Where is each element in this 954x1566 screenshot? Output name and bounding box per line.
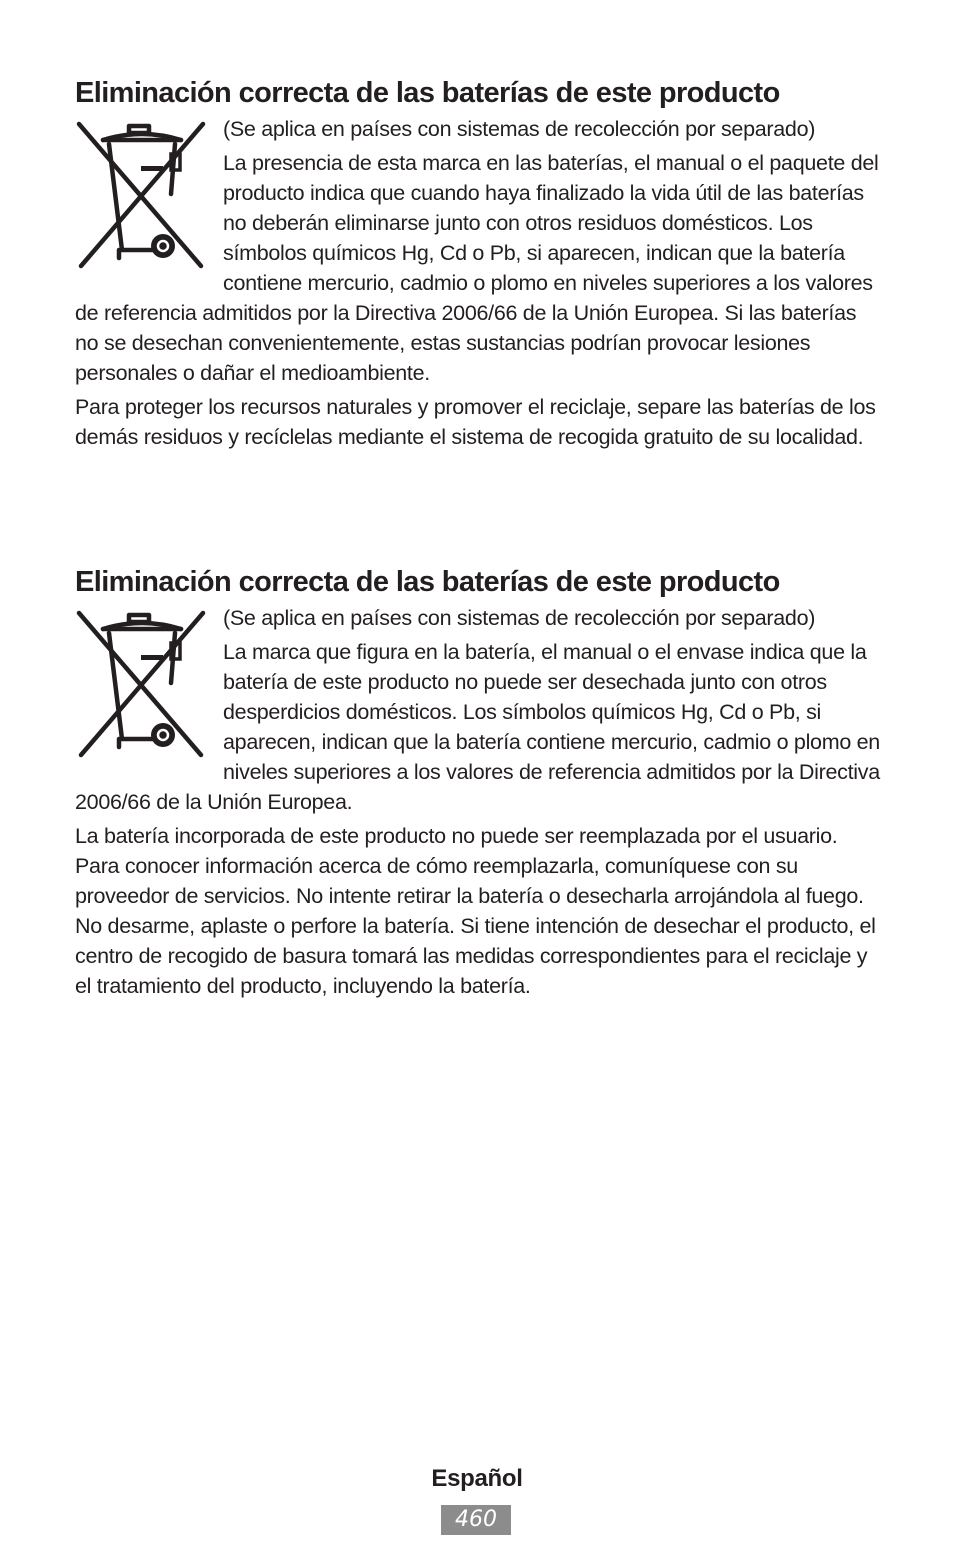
- applicability-note: (Se aplica en países con sistemas de recolección por separado): [223, 117, 816, 141]
- section-title: Eliminación correcta de las baterías de este producto: [75, 77, 780, 109]
- page-number: 460: [441, 1505, 511, 1535]
- body-paragraph: La marca que figura en la batería, el manual o el envase indica que la batería de este producto no puede ser desechada junto con otros desperdicios domésticos. Los símbolos químicos Hg, Cd o Pb, si aparecen, indican que la batería contiene mercurio, cadmio o plomo en niveles superiores a los valores de referencia admitidos por la Directiva 2006/66 de la Unión Europea.: [75, 640, 880, 814]
- section-title: Eliminación correcta de las baterías de este producto: [75, 566, 780, 598]
- body-paragraph: Para proteger los recursos naturales y promover el reciclaje, separe las baterías de los demás residuos y recíclelas mediante el sistema de recogida gratuito de su localidad.: [75, 395, 876, 449]
- crossed-out-wheelie-bin-icon: [75, 609, 209, 761]
- body-paragraph: La batería incorporada de este producto no puede ser reemplazada por el usuario. Para conocer información acerca de cómo reemplazarla, comuníquese con su proveedor de servicios. No intente retirar la batería o desecharla arrojándola al fuego. No desarme, aplaste o perfore la batería. Si tiene intención de desechar el producto, el centro de recogido de basura tomará las medidas correspondientes para el reciclaje y el tratamiento del producto, incluyendo la batería.: [75, 824, 876, 998]
- footer-language: Español: [431, 1465, 523, 1492]
- battery-disposal-section-2: [75, 561, 880, 1005]
- battery-disposal-section-1: [75, 72, 880, 456]
- body-paragraph: La presencia de esta marca en las baterías, el manual o el paquete del producto indica que cuando haya finalizado la vida útil de las baterías no deberán eliminarse junto con otros residuos domésticos. Los símbolos químicos Hg, Cd o Pb, si aparecen, indican que la batería contiene mercurio, cadmio o plomo en niveles superiores a los valores de referencia admitidos por la Directiva 2006/66 de la Unión Europea. Si las baterías no se desechan convenientemente, estas sustancias podrían provocar lesiones personales o dañar el medioambiente.: [75, 151, 879, 385]
- crossed-out-wheelie-bin-icon: [75, 120, 209, 272]
- applicability-note: (Se aplica en países con sistemas de recolección por separado): [223, 606, 816, 630]
